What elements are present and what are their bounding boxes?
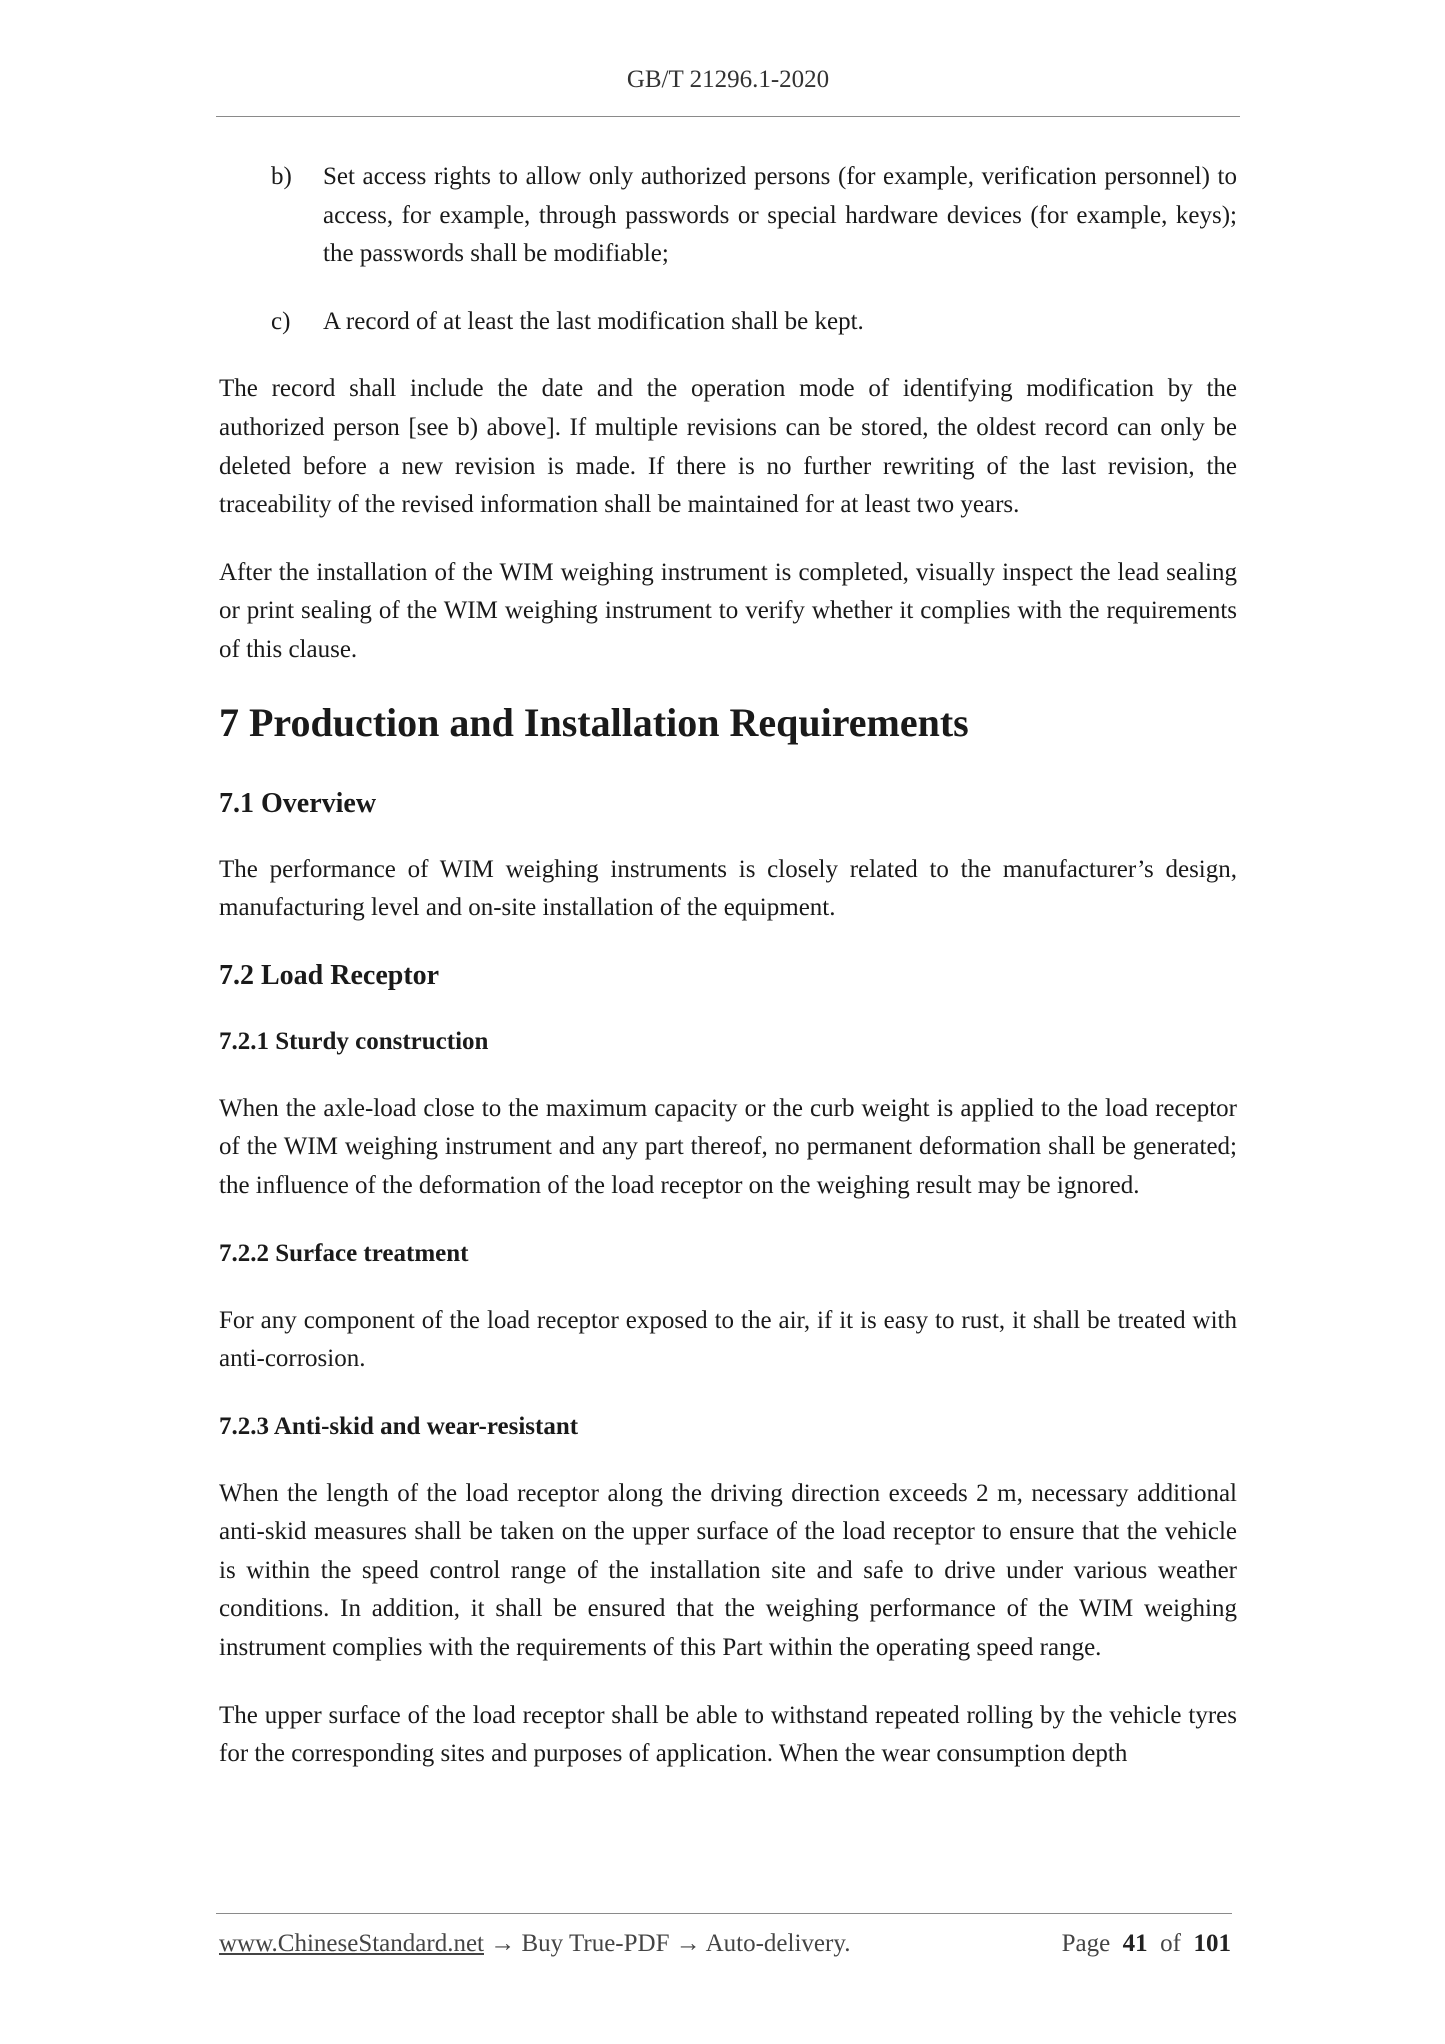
list-item-b <box>219 158 1237 274</box>
list-marker: b) <box>271 163 292 190</box>
section-7-2-1-heading: 7.2.1 Sturdy construction <box>219 1027 489 1055</box>
list-text: A record of at least the last modification shall be kept. <box>323 307 864 335</box>
section-7-2-3-heading: 7.2.3 Anti-skid and wear-resistant <box>219 1412 579 1440</box>
current-page: 41 <box>1122 1930 1148 1957</box>
website-link[interactable]: www.ChineseStandard.net <box>219 1930 484 1957</box>
page-label: Page <box>1061 1930 1111 1957</box>
list-text: Set access rights to allow only authorized persons (for example, verification personnel) to access, for example, through passwords or special hardware devices (for example, keys); the passwords shall be modifiable; <box>323 163 1237 268</box>
footer-divider <box>216 1913 1232 1914</box>
running-header: GB/T 21296.1-2020 <box>626 66 830 93</box>
list-item-c <box>219 303 1237 342</box>
buy-text: Buy True-PDF <box>521 1930 670 1957</box>
list-marker: c) <box>271 307 291 335</box>
section-7-heading: 7 Production and Installation Requirements <box>219 699 969 745</box>
page-body <box>219 158 1237 1774</box>
section-7-2-2-text: For any component of the load receptor exposed to the air, if it is easy to rust, it shall be treated with anti-corrosion. <box>219 1306 1237 1373</box>
paragraph-record: The record shall include the date and the operation mode of identifying modification by the authorized person [see b) above]. If multiple revisions can be stored, the oldest record can only be deleted before a new revision is made. If there is no further rewriting of the last revision, the traceability of the revised information shall be maintained for at least two years. <box>219 375 1237 519</box>
paragraph-installation: After the installation of the WIM weighing instrument is completed, visually inspect the lead sealing or print sealing of the WIM weighing instrument to verify whether it complies with the requirements of this clause. <box>219 558 1237 663</box>
total-pages: 101 <box>1193 1930 1231 1957</box>
section-7-2-3-text-1: When the length of the load receptor along the driving direction exceeds 2 m, necessary additional anti-skid measures shall be taken on the upper surface of the load receptor to ensure that the vehicle is within the speed control range of the installation site and safe to drive under various weather conditions. In addition, it shall be ensured that the weighing performance of the WIM weighing instrument complies with the requirements of this Part within the operating speed range. <box>219 1479 1237 1662</box>
section-7-2-heading: 7.2 Load Receptor <box>219 959 440 991</box>
arrow-right-icon: → <box>675 1930 701 1957</box>
header-divider <box>216 116 1240 117</box>
section-7-2-3-text-2: The upper surface of the load receptor shall be able to withstand repeated rolling by the vehicle tyres for the corresponding sites and purposes of application. When the wear consumption depth <box>219 1701 1237 1768</box>
footer-left <box>219 1930 850 1958</box>
page-number <box>1062 1930 1231 1958</box>
page-footer <box>219 1930 1231 1958</box>
delivery-text: Auto-delivery. <box>705 1930 851 1957</box>
arrow-right-icon: → <box>490 1930 516 1957</box>
section-7-1-text: The performance of WIM weighing instruments is closely related to the manufacturer’s design, manufacturing level and on-site installation of the equipment. <box>219 855 1237 922</box>
section-7-1-heading: 7.1 Overview <box>219 787 377 819</box>
of-label: of <box>1160 1930 1181 1957</box>
section-7-2-1-text: When the axle-load close to the maximum capacity or the curb weight is applied to the load receptor of the WIM weighing instrument and any part thereof, no permanent deformation shall be generated; the influence of the deformation of the load receptor on the weighing result may be ignored. <box>219 1094 1237 1199</box>
section-7-2-2-heading: 7.2.2 Surface treatment <box>219 1239 469 1267</box>
